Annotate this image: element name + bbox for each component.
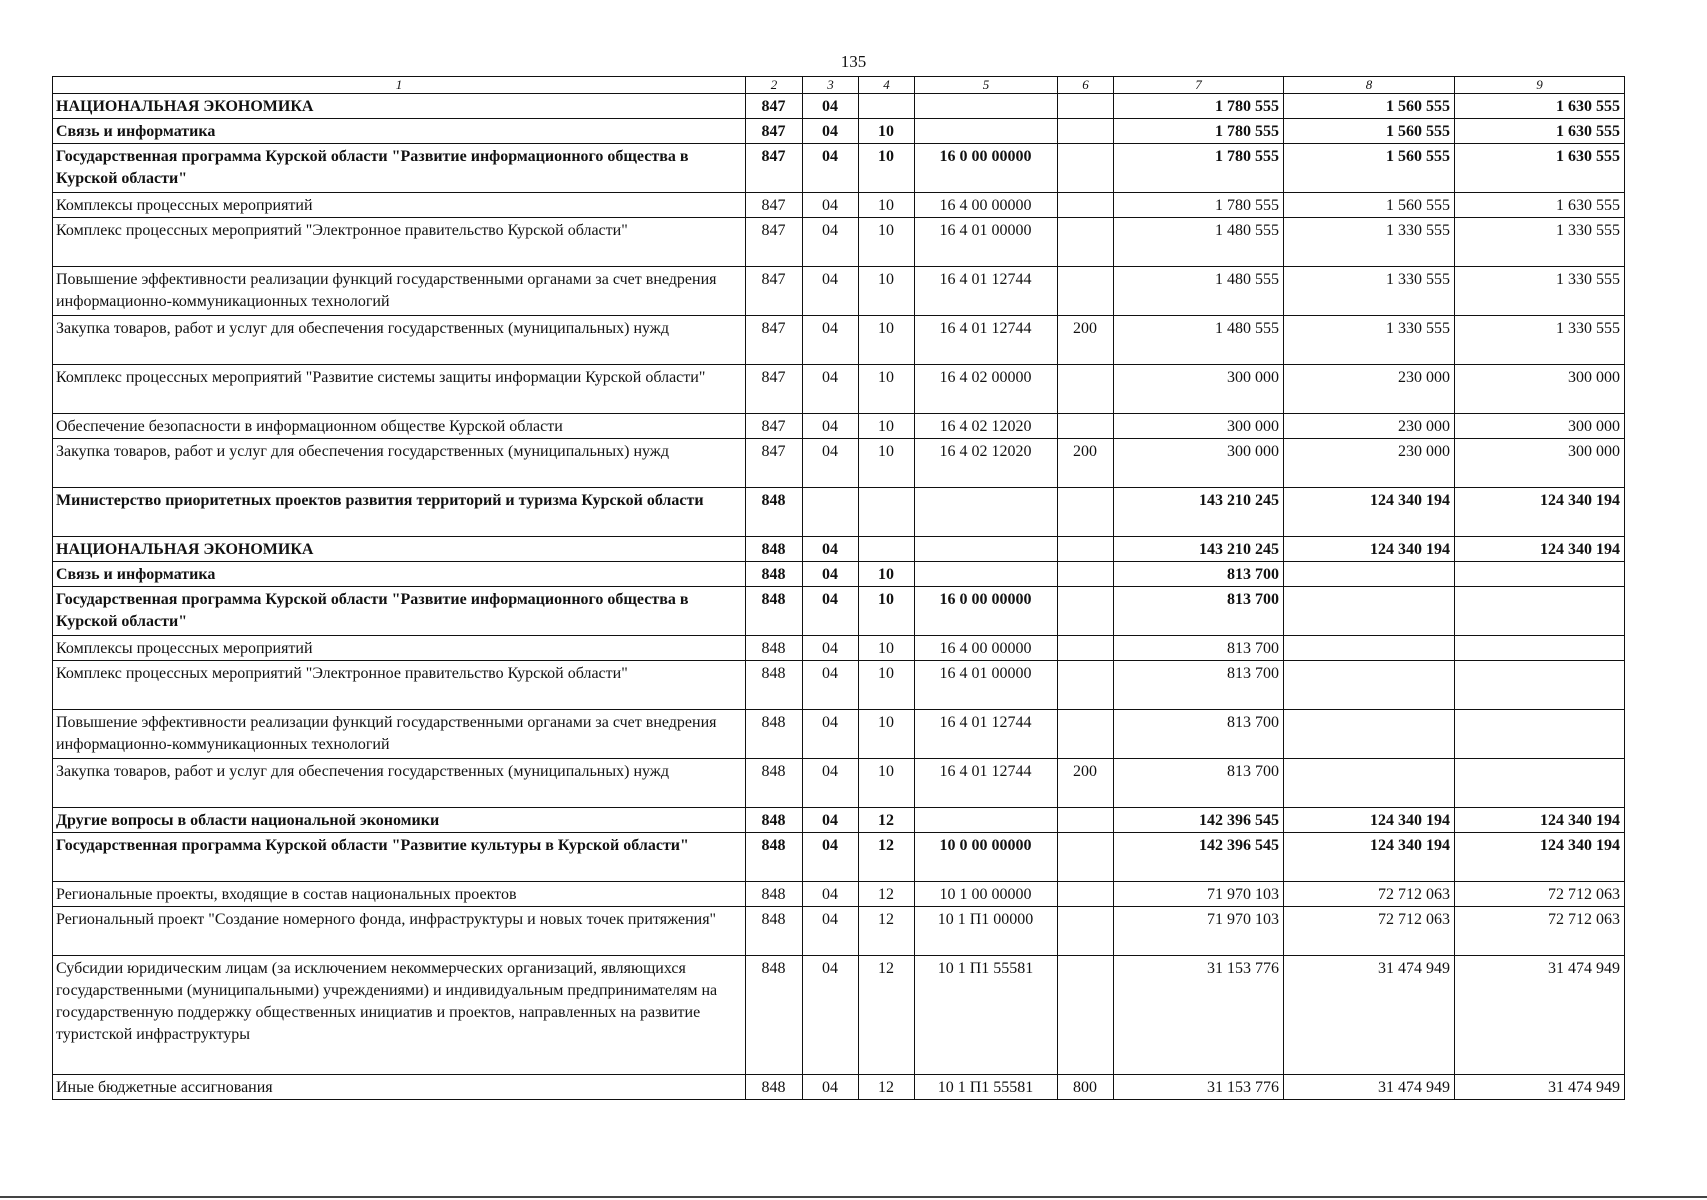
cell-target-article: 16 4 02 12020: [915, 439, 1058, 488]
cell-target-article: 10 1 П1 00000: [915, 907, 1058, 956]
cell-subsection: 10: [859, 562, 915, 587]
cell-amount-col9: [1455, 636, 1625, 661]
cell-amount-col9: 124 340 194: [1455, 808, 1625, 833]
cell-amount-col9: [1455, 710, 1625, 759]
cell-amount-col8: [1284, 562, 1455, 587]
cell-admin-code: 848: [746, 833, 803, 882]
cell-subsection: 10: [859, 144, 915, 193]
cell-target-article: 16 4 01 12744: [915, 710, 1058, 759]
cell-section: 04: [803, 956, 859, 1075]
cell-amount-col7: 813 700: [1114, 587, 1284, 636]
cell-admin-code: 848: [746, 759, 803, 808]
cell-amount-col9: 124 340 194: [1455, 488, 1625, 537]
cell-amount-col8: 1 560 555: [1284, 193, 1455, 218]
header-row: [53, 77, 1625, 94]
cell-expense-type: [1058, 365, 1114, 414]
cell-amount-col8: 1 330 555: [1284, 267, 1455, 316]
cell-expense-type: [1058, 94, 1114, 119]
cell-subsection: 12: [859, 907, 915, 956]
cell-admin-code: 847: [746, 119, 803, 144]
table-row: [53, 710, 1625, 759]
cell-amount-col9: [1455, 661, 1625, 710]
cell-amount-col9: 1 630 555: [1455, 144, 1625, 193]
cell-target-article: [915, 119, 1058, 144]
cell-subsection: 10: [859, 636, 915, 661]
cell-amount-col8: 124 340 194: [1284, 833, 1455, 882]
cell-amount-col8: 230 000: [1284, 414, 1455, 439]
cell-section: 04: [803, 414, 859, 439]
cell-expense-type: [1058, 833, 1114, 882]
cell-name: НАЦИОНАЛЬНАЯ ЭКОНОМИКА: [53, 94, 746, 119]
cell-subsection: 12: [859, 808, 915, 833]
header-cell-5: 5: [915, 77, 1058, 94]
cell-section: 04: [803, 808, 859, 833]
cell-admin-code: 848: [746, 636, 803, 661]
cell-amount-col8: 124 340 194: [1284, 537, 1455, 562]
cell-expense-type: [1058, 636, 1114, 661]
cell-amount-col7: 1 780 555: [1114, 119, 1284, 144]
table-row: [53, 808, 1625, 833]
cell-section: 04: [803, 907, 859, 956]
cell-target-article: [915, 488, 1058, 537]
cell-expense-type: 200: [1058, 759, 1114, 808]
table-row: [53, 833, 1625, 882]
table-row: [53, 218, 1625, 267]
cell-amount-col8: 31 474 949: [1284, 1075, 1455, 1100]
cell-subsection: [859, 94, 915, 119]
cell-name: Региональный проект "Создание номерного фонда, инфраструктуры и новых точек притяжения": [53, 907, 746, 956]
cell-admin-code: 847: [746, 94, 803, 119]
cell-amount-col9: [1455, 759, 1625, 808]
cell-subsection: 10: [859, 267, 915, 316]
cell-subsection: 10: [859, 365, 915, 414]
cell-amount-col7: 142 396 545: [1114, 808, 1284, 833]
cell-admin-code: 848: [746, 808, 803, 833]
cell-target-article: 16 4 01 00000: [915, 218, 1058, 267]
cell-name: Субсидии юридическим лицам (за исключением некоммерческих организаций, являющихся государственными (муниципальными) учреждениями) и индивидуальным предпринимателям на государственную поддержку общественных инициатив и проектов, направленных на развитие туристской инфраструктуры: [53, 956, 746, 1075]
cell-amount-col8: [1284, 636, 1455, 661]
cell-admin-code: 847: [746, 365, 803, 414]
cell-amount-col7: 1 780 555: [1114, 144, 1284, 193]
table-row: [53, 267, 1625, 316]
cell-target-article: 16 4 01 00000: [915, 661, 1058, 710]
cell-amount-col7: 300 000: [1114, 365, 1284, 414]
cell-admin-code: 848: [746, 488, 803, 537]
cell-expense-type: [1058, 808, 1114, 833]
cell-amount-col7: 1 780 555: [1114, 94, 1284, 119]
cell-amount-col7: 1 780 555: [1114, 193, 1284, 218]
cell-admin-code: 847: [746, 218, 803, 267]
cell-subsection: [859, 537, 915, 562]
cell-amount-col9: 300 000: [1455, 439, 1625, 488]
cell-expense-type: 200: [1058, 316, 1114, 365]
cell-expense-type: [1058, 488, 1114, 537]
table-row: [53, 488, 1625, 537]
cell-target-article: 16 4 01 12744: [915, 316, 1058, 365]
cell-amount-col8: 124 340 194: [1284, 808, 1455, 833]
header-cell-6: 6: [1058, 77, 1114, 94]
cell-expense-type: [1058, 587, 1114, 636]
table-row: [53, 193, 1625, 218]
cell-section: 04: [803, 562, 859, 587]
cell-amount-col9: 1 330 555: [1455, 267, 1625, 316]
cell-name: Другие вопросы в области национальной экономики: [53, 808, 746, 833]
cell-amount-col8: 31 474 949: [1284, 956, 1455, 1075]
cell-target-article: 16 4 00 00000: [915, 193, 1058, 218]
cell-expense-type: [1058, 144, 1114, 193]
cell-target-article: 16 4 02 12020: [915, 414, 1058, 439]
cell-expense-type: [1058, 907, 1114, 956]
cell-expense-type: [1058, 414, 1114, 439]
cell-admin-code: 848: [746, 587, 803, 636]
cell-section: 04: [803, 316, 859, 365]
cell-section: 04: [803, 218, 859, 267]
cell-amount-col8: 1 560 555: [1284, 119, 1455, 144]
cell-section: [803, 488, 859, 537]
cell-section: 04: [803, 365, 859, 414]
header-cell-1: 1: [53, 77, 746, 94]
cell-name: Связь и информатика: [53, 119, 746, 144]
cell-amount-col8: [1284, 759, 1455, 808]
cell-amount-col9: 124 340 194: [1455, 537, 1625, 562]
cell-name: НАЦИОНАЛЬНАЯ ЭКОНОМИКА: [53, 537, 746, 562]
cell-target-article: [915, 537, 1058, 562]
cell-amount-col8: 1 560 555: [1284, 144, 1455, 193]
cell-name: Государственная программа Курской области "Развитие культуры в Курской области": [53, 833, 746, 882]
cell-target-article: 10 1 П1 55581: [915, 1075, 1058, 1100]
cell-name: Повышение эффективности реализации функций государственными органами за счет внедрения информационно-коммуникационных технологий: [53, 710, 746, 759]
cell-name: Иные бюджетные ассигнования: [53, 1075, 746, 1100]
cell-amount-col9: 31 474 949: [1455, 956, 1625, 1075]
cell-section: 04: [803, 636, 859, 661]
cell-name: Закупка товаров, работ и услуг для обеспечения государственных (муниципальных) нужд: [53, 316, 746, 365]
cell-amount-col8: [1284, 661, 1455, 710]
cell-subsection: 10: [859, 587, 915, 636]
page-number: 135: [840, 52, 867, 71]
cell-admin-code: 847: [746, 144, 803, 193]
cell-amount-col7: 143 210 245: [1114, 488, 1284, 537]
cell-expense-type: 800: [1058, 1075, 1114, 1100]
cell-expense-type: [1058, 562, 1114, 587]
cell-amount-col7: 31 153 776: [1114, 1075, 1284, 1100]
cell-amount-col8: 124 340 194: [1284, 488, 1455, 537]
cell-expense-type: [1058, 119, 1114, 144]
header-cell-8: 8: [1284, 77, 1455, 94]
cell-admin-code: 847: [746, 414, 803, 439]
cell-target-article: 16 0 00 00000: [915, 587, 1058, 636]
header-cell-3: 3: [803, 77, 859, 94]
cell-expense-type: [1058, 193, 1114, 218]
cell-target-article: [915, 562, 1058, 587]
cell-target-article: 16 4 01 12744: [915, 759, 1058, 808]
cell-amount-col8: 1 560 555: [1284, 94, 1455, 119]
cell-section: 04: [803, 537, 859, 562]
table-row: [53, 661, 1625, 710]
cell-name: Комплексы процессных мероприятий: [53, 636, 746, 661]
cell-amount-col7: 71 970 103: [1114, 907, 1284, 956]
cell-name: Повышение эффективности реализации функций государственными органами за счет внедрения информационно-коммуникационных технологий: [53, 267, 746, 316]
table-row: [53, 119, 1625, 144]
cell-amount-col9: 124 340 194: [1455, 833, 1625, 882]
cell-expense-type: [1058, 267, 1114, 316]
cell-expense-type: [1058, 218, 1114, 267]
cell-amount-col7: 1 480 555: [1114, 267, 1284, 316]
cell-target-article: 16 4 00 00000: [915, 636, 1058, 661]
table-row: [53, 562, 1625, 587]
cell-amount-col9: 1 630 555: [1455, 94, 1625, 119]
cell-subsection: 12: [859, 956, 915, 1075]
cell-subsection: 10: [859, 759, 915, 808]
cell-name: Комплекс процессных мероприятий "Развитие системы защиты информации Курской области": [53, 365, 746, 414]
cell-target-article: 10 1 П1 55581: [915, 956, 1058, 1075]
cell-admin-code: 848: [746, 537, 803, 562]
cell-section: 04: [803, 119, 859, 144]
cell-subsection: 10: [859, 439, 915, 488]
table-row: [53, 907, 1625, 956]
cell-section: 04: [803, 1075, 859, 1100]
cell-expense-type: [1058, 710, 1114, 759]
cell-amount-col7: 813 700: [1114, 759, 1284, 808]
cell-amount-col9: [1455, 587, 1625, 636]
table-row: [53, 316, 1625, 365]
cell-amount-col7: 813 700: [1114, 661, 1284, 710]
cell-expense-type: [1058, 882, 1114, 907]
cell-expense-type: [1058, 537, 1114, 562]
cell-section: 04: [803, 833, 859, 882]
cell-amount-col9: 1 330 555: [1455, 218, 1625, 267]
cell-name: Закупка товаров, работ и услуг для обеспечения государственных (муниципальных) нужд: [53, 759, 746, 808]
header-cell-7: 7: [1114, 77, 1284, 94]
cell-subsection: 10: [859, 218, 915, 267]
cell-amount-col9: 1 630 555: [1455, 193, 1625, 218]
cell-amount-col9: 300 000: [1455, 365, 1625, 414]
cell-amount-col8: 72 712 063: [1284, 907, 1455, 956]
table-row: [53, 882, 1625, 907]
cell-section: 04: [803, 759, 859, 808]
cell-amount-col9: 1 630 555: [1455, 119, 1625, 144]
cell-admin-code: 848: [746, 882, 803, 907]
scan-edge-line: [0, 1196, 1707, 1198]
cell-section: 04: [803, 587, 859, 636]
cell-expense-type: [1058, 661, 1114, 710]
table-row: [53, 636, 1625, 661]
table-row: [53, 365, 1625, 414]
cell-target-article: 10 1 00 00000: [915, 882, 1058, 907]
cell-target-article: [915, 94, 1058, 119]
cell-amount-col7: 300 000: [1114, 414, 1284, 439]
table-row: [53, 537, 1625, 562]
cell-amount-col8: 230 000: [1284, 365, 1455, 414]
cell-amount-col8: 1 330 555: [1284, 316, 1455, 365]
cell-subsection: 10: [859, 119, 915, 144]
cell-expense-type: [1058, 956, 1114, 1075]
cell-amount-col9: 300 000: [1455, 414, 1625, 439]
cell-subsection: 10: [859, 710, 915, 759]
cell-amount-col7: 813 700: [1114, 562, 1284, 587]
budget-table: [52, 76, 1625, 1100]
cell-amount-col9: [1455, 562, 1625, 587]
cell-target-article: [915, 808, 1058, 833]
cell-subsection: 10: [859, 193, 915, 218]
cell-admin-code: 847: [746, 193, 803, 218]
cell-amount-col7: 71 970 103: [1114, 882, 1284, 907]
cell-section: 04: [803, 94, 859, 119]
cell-target-article: 10 0 00 00000: [915, 833, 1058, 882]
cell-amount-col7: 300 000: [1114, 439, 1284, 488]
cell-amount-col9: 72 712 063: [1455, 907, 1625, 956]
cell-amount-col7: 1 480 555: [1114, 316, 1284, 365]
cell-admin-code: 848: [746, 562, 803, 587]
cell-section: 04: [803, 710, 859, 759]
cell-target-article: 16 0 00 00000: [915, 144, 1058, 193]
cell-target-article: 16 4 02 00000: [915, 365, 1058, 414]
cell-expense-type: 200: [1058, 439, 1114, 488]
cell-admin-code: 848: [746, 1075, 803, 1100]
table-row: [53, 587, 1625, 636]
cell-name: Обеспечение безопасности в информационном обществе Курской области: [53, 414, 746, 439]
table-row: [53, 1075, 1625, 1100]
cell-name: Государственная программа Курской области "Развитие информационного общества в Курской области": [53, 144, 746, 193]
cell-amount-col7: 142 396 545: [1114, 833, 1284, 882]
cell-amount-col7: 813 700: [1114, 636, 1284, 661]
cell-name: Закупка товаров, работ и услуг для обеспечения государственных (муниципальных) нужд: [53, 439, 746, 488]
header-cell-2: 2: [746, 77, 803, 94]
cell-admin-code: 848: [746, 956, 803, 1075]
cell-name: Комплекс процессных мероприятий "Электронное правительство Курской области": [53, 661, 746, 710]
cell-section: 04: [803, 144, 859, 193]
cell-admin-code: 848: [746, 907, 803, 956]
cell-amount-col8: [1284, 710, 1455, 759]
cell-amount-col7: 813 700: [1114, 710, 1284, 759]
cell-target-article: 16 4 01 12744: [915, 267, 1058, 316]
table-row: [53, 414, 1625, 439]
cell-section: 04: [803, 193, 859, 218]
cell-subsection: [859, 488, 915, 537]
header-cell-4: 4: [859, 77, 915, 94]
cell-amount-col8: 72 712 063: [1284, 882, 1455, 907]
cell-amount-col7: 31 153 776: [1114, 956, 1284, 1075]
cell-subsection: 10: [859, 316, 915, 365]
cell-name: Региональные проекты, входящие в состав национальных проектов: [53, 882, 746, 907]
table-row: [53, 94, 1625, 119]
cell-amount-col9: 72 712 063: [1455, 882, 1625, 907]
cell-amount-col7: 143 210 245: [1114, 537, 1284, 562]
cell-subsection: 12: [859, 882, 915, 907]
cell-name: Государственная программа Курской области "Развитие информационного общества в Курской области": [53, 587, 746, 636]
cell-section: 04: [803, 439, 859, 488]
cell-subsection: 12: [859, 1075, 915, 1100]
cell-subsection: 10: [859, 414, 915, 439]
header-cell-9: 9: [1455, 77, 1625, 94]
table-row: [53, 144, 1625, 193]
cell-section: 04: [803, 267, 859, 316]
cell-amount-col9: 1 330 555: [1455, 316, 1625, 365]
cell-amount-col8: [1284, 587, 1455, 636]
cell-name: Связь и информатика: [53, 562, 746, 587]
cell-name: Комплекс процессных мероприятий "Электронное правительство Курской области": [53, 218, 746, 267]
cell-admin-code: 847: [746, 439, 803, 488]
cell-amount-col7: 1 480 555: [1114, 218, 1284, 267]
cell-amount-col9: 31 474 949: [1455, 1075, 1625, 1100]
table-row: [53, 439, 1625, 488]
cell-subsection: 10: [859, 661, 915, 710]
cell-amount-col8: 1 330 555: [1284, 218, 1455, 267]
table-row: [53, 759, 1625, 808]
cell-amount-col8: 230 000: [1284, 439, 1455, 488]
cell-admin-code: 848: [746, 661, 803, 710]
table-row: [53, 956, 1625, 1075]
cell-admin-code: 847: [746, 267, 803, 316]
cell-subsection: 12: [859, 833, 915, 882]
cell-section: 04: [803, 661, 859, 710]
cell-name: Комплексы процессных мероприятий: [53, 193, 746, 218]
cell-name: Министерство приоритетных проектов развития территорий и туризма Курской области: [53, 488, 746, 537]
cell-admin-code: 847: [746, 316, 803, 365]
cell-section: 04: [803, 882, 859, 907]
cell-admin-code: 848: [746, 710, 803, 759]
